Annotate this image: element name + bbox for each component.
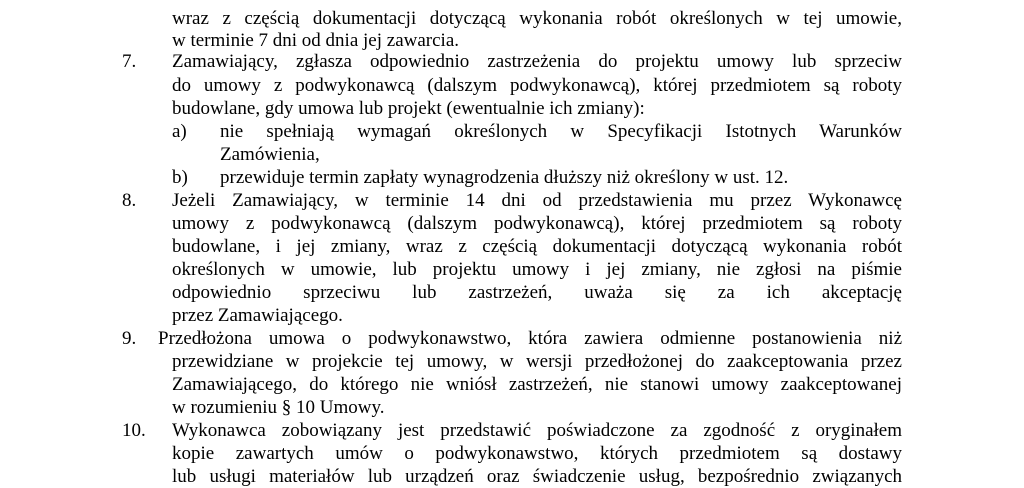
item-8-line-2: umowy z podwykonawcą (dalszym podwykonawcą), której przedmiotem są roboty xyxy=(172,213,902,234)
item-7-line-1: Zamawiający, zgłasza odpowiednio zastrzeżenia do projektu umowy lub sprzeciw xyxy=(172,51,902,72)
intro-line-1: wraz z częścią dokumentacji dotyczącą wykonania robót określonych w tej umowie, xyxy=(172,8,902,29)
item-7-sub-a-label: a) xyxy=(172,121,187,142)
item-9-line-4: w rozumieniu § 10 Umowy. xyxy=(172,397,385,418)
item-7-sub-a-line-1: nie spełniają wymagań określonych w Specyfikacji Istotnych Warunków xyxy=(220,121,902,142)
item-7-sub-a-line-2: Zamówienia, xyxy=(220,144,320,165)
item-7-line-2: do umowy z podwykonawcą (dalszym podwykonawcą), której przedmiotem są roboty xyxy=(172,75,902,96)
item-8-line-3: budowlane, i jej zmiany, wraz z częścią dokumentacji dotyczącą wykonania robót xyxy=(172,236,902,257)
item-8-line-4: określonych w umowie, lub projektu umowy i jej zmiany, nie zgłosi na piśmie xyxy=(172,259,902,280)
item-9-number: 9. xyxy=(122,328,137,349)
item-7-number: 7. xyxy=(122,51,137,72)
item-10-line-3: lub usługi materiałów lub urządzeń oraz świadczenie usług, bezpośrednio związanych xyxy=(172,466,902,487)
item-8-line-6: przez Zamawiającego. xyxy=(172,305,343,326)
item-9-line-2: przewidziane w projekcie tej umowy, w wersji przedłożonej do zaakceptowania przez xyxy=(172,351,902,372)
item-10-line-2: kopie zawartych umów o podwykonawstwo, których przedmiotem są dostawy xyxy=(172,443,902,464)
item-7-sub-b-label: b) xyxy=(172,167,188,188)
item-8-number: 8. xyxy=(122,190,137,211)
item-7-sub-b-text: przewiduje termin zapłaty wynagrodzenia dłuższy niż określony w ust. 12. xyxy=(220,167,789,188)
item-8-line-5: odpowiednio sprzeciwu lub zastrzeżeń, uważa się za ich akceptację xyxy=(172,282,902,303)
item-8-line-1: Jeżeli Zamawiający, w terminie 14 dni od przedstawienia mu przez Wykonawcę xyxy=(172,190,902,211)
item-9-line-3: Zamawiającego, do którego nie wniósł zastrzeżeń, nie stanowi umowy zaakceptowanej xyxy=(172,374,902,395)
intro-line-2: w terminie 7 dni od dnia jej zawarcia. xyxy=(172,30,460,51)
item-7-line-3: budowlane, gdy umowa lub projekt (ewentualnie ich zmiany): xyxy=(172,98,645,119)
item-10-number: 10. xyxy=(122,420,146,441)
item-9-line-1: Przedłożona umowa o podwykonawstwo, która zawiera odmienne postanowienia niż xyxy=(158,328,902,349)
item-10-line-1: Wykonawca zobowiązany jest przedstawić poświadczone za zgodność z oryginałem xyxy=(172,420,902,441)
